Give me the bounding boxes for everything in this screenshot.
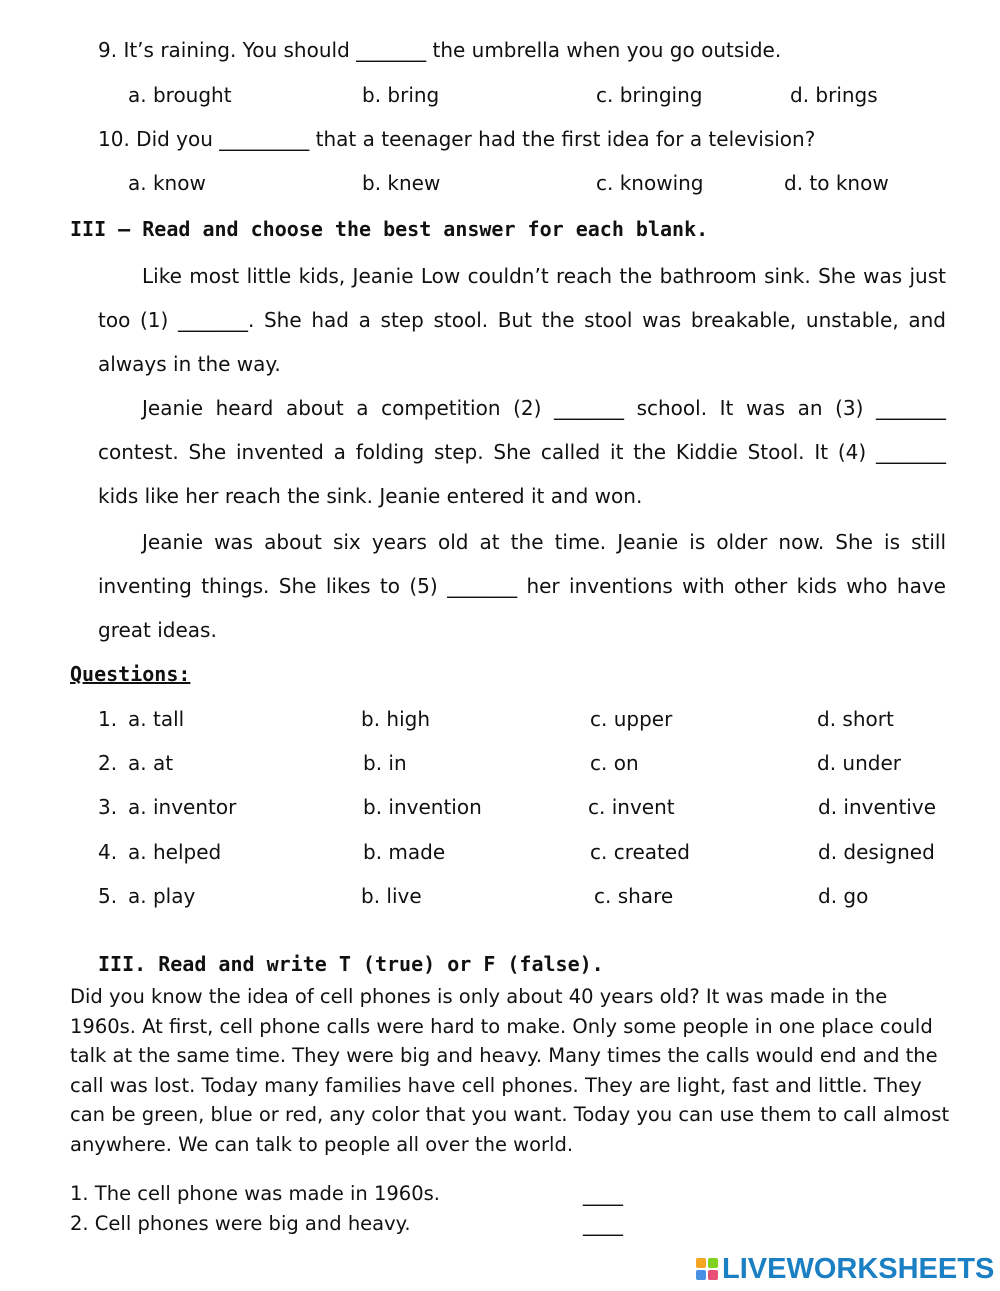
tf-passage-line: call was lost. Today many families have cell phones. They are light, fast and little. They (70, 1073, 922, 1097)
question-option-c: c. share (594, 884, 674, 908)
q9-option-c: c. bringing (596, 83, 703, 107)
tf-passage (70, 982, 950, 1159)
question-option-b: b. high (361, 707, 431, 731)
q10-option-b: b. knew (362, 171, 441, 195)
tf-passage-line: Did you know the idea of cell phones is only about 40 years old? It was made in the (70, 985, 888, 1008)
question-option-a: a. inventor (128, 795, 237, 819)
question-option-b: b. made (363, 840, 446, 864)
passage-line: Jeanie was about six years old at the time. Jeanie is older now. She is still (142, 530, 946, 554)
question-option-b: b. invention (363, 795, 482, 819)
tf-answer-blank[interactable]: ____ (583, 1182, 623, 1206)
logo-square (708, 1270, 718, 1280)
logo-mark-icon (696, 1258, 718, 1280)
logo-square (696, 1270, 706, 1280)
question-option-d: d. go (818, 884, 869, 908)
question-option-d: d. short (817, 707, 894, 731)
question-number: 2. (98, 751, 118, 775)
question-option-b: b. in (363, 751, 407, 775)
passage-line: great ideas. (98, 618, 217, 642)
questions-label: Questions: (70, 662, 191, 686)
tf-passage-line: 1960s. At first, cell phone calls were hard to make. Only some people in one place could (70, 1014, 933, 1038)
question-option-d: d. inventive (818, 795, 936, 819)
question-option-c: c. upper (590, 707, 673, 731)
question-option-c: c. on (590, 751, 639, 775)
passage-line: Jeanie heard about a competition (2) _______ school. It was an (3) _______ (142, 396, 946, 420)
q10-option-a: a. know (128, 171, 206, 195)
question-number: 1. (98, 707, 118, 731)
q10-stem: 10. Did you _________ that a teenager had the first idea for a television? (98, 127, 816, 151)
question-option-a: a. tall (128, 707, 185, 731)
tf-statement: 1. The cell phone was made in 1960s. (70, 1182, 440, 1205)
question-option-b: b. live (361, 884, 422, 908)
question-number: 4. (98, 840, 118, 864)
question-option-d: d. designed (818, 840, 935, 864)
passage-line: always in the way. (98, 352, 281, 376)
tf-passage-line: can be green, blue or red, any color that you want. Today you can use them to call almost (70, 1103, 950, 1126)
question-number: 5. (98, 884, 118, 908)
passage-line: kids like her reach the sink. Jeanie entered it and won. (98, 484, 643, 508)
liveworksheets-logo[interactable] (696, 1252, 994, 1286)
tf-passage-line: anywhere. We can talk to people all over the world. (70, 1132, 574, 1156)
q9-option-a: a. brought (128, 83, 232, 107)
logo-square (708, 1258, 718, 1268)
question-option-a: a. helped (128, 840, 222, 864)
question-option-a: a. play (128, 884, 196, 908)
passage-line: too (1) _______. She had a step stool. But the stool was breakable, unstable, and (98, 308, 946, 332)
tf-statement: 2. Cell phones were big and heavy. (70, 1212, 411, 1235)
q9-option-d: d. brings (790, 83, 878, 107)
passage-line: contest. She invented a folding step. She called it the Kiddie Stool. It (4) _______ (98, 440, 946, 464)
question-option-d: d. under (817, 751, 901, 775)
q9-stem: 9. It’s raining. You should _______ the umbrella when you go outside. (98, 38, 782, 62)
section3-heading: III – Read and choose the best answer for each blank. (70, 217, 709, 241)
passage-line: Like most little kids, Jeanie Low couldn’t reach the bathroom sink. She was just (142, 264, 946, 288)
question-number: 3. (98, 795, 118, 819)
q10-option-c: c. knowing (596, 171, 704, 195)
tf-passage-line: talk at the same time. They were big and heavy. Many times the calls would end and the (70, 1044, 938, 1067)
q10-option-d: d. to know (784, 171, 889, 195)
question-option-c: c. created (590, 840, 690, 864)
logo-text: LIVEWORKSHEETS (722, 1252, 995, 1285)
tf-heading: III. Read and write T (true) or F (false). (98, 952, 604, 976)
passage-line: inventing things. She likes to (5) _______ her inventions with other kids who have (98, 574, 946, 598)
question-option-a: a. at (128, 751, 174, 775)
logo-square (696, 1258, 706, 1268)
question-option-c: c. invent (588, 795, 675, 819)
tf-answer-blank[interactable]: ____ (583, 1212, 623, 1236)
q9-option-b: b. bring (362, 83, 440, 107)
